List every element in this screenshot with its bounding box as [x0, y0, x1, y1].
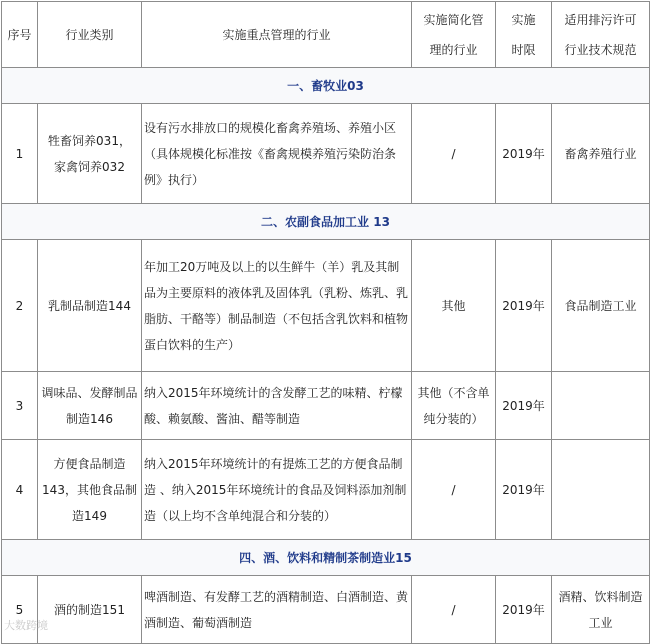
- row-seq: 5: [2, 576, 38, 644]
- row-key-management: 啤酒制造、有发酵工艺的酒精制造、白酒制造、黄酒制造、葡萄酒制造: [142, 576, 412, 644]
- row-category: 调味品、发酵制品制造146: [38, 372, 142, 440]
- row-category: 乳制品制造144: [38, 240, 142, 372]
- header-key-management: 实施重点管理的行业: [142, 2, 412, 68]
- row-simplified-management: /: [412, 440, 496, 540]
- industry-table: [1, 1, 650, 644]
- row-technical-spec: 畜禽养殖行业: [552, 104, 650, 204]
- row-deadline: 2019年: [496, 372, 552, 440]
- header-simplified-management: 实施简化管理的行业: [412, 2, 496, 68]
- section-row: [2, 68, 650, 104]
- row-simplified-management: /: [412, 104, 496, 204]
- row-seq: 4: [2, 440, 38, 540]
- row-simplified-management: 其他: [412, 240, 496, 372]
- row-simplified-management: /: [412, 576, 496, 644]
- table-row: [2, 372, 650, 440]
- row-technical-spec: 酒精、饮料制造工业: [552, 576, 650, 644]
- row-key-management: 年加工20万吨及以上的以生鲜牛（羊）乳及其制品为主要原料的液体乳及固体乳（乳粉、炼乳、乳脂肪、干酪等）制品制造（不包括含乳饮料和植物蛋白饮料的生产）: [142, 240, 412, 372]
- row-category: 酒的制造151: [38, 576, 142, 644]
- table-row: [2, 240, 650, 372]
- section-title: 四、酒、饮料和精制茶制造业15: [2, 540, 650, 576]
- watermark: 大数跨境: [4, 619, 48, 632]
- row-deadline: 2019年: [496, 104, 552, 204]
- row-technical-spec: [552, 372, 650, 440]
- row-deadline: 2019年: [496, 576, 552, 644]
- header-technical-spec: 适用排污许可行业技术规范: [552, 2, 650, 68]
- table-row: [2, 104, 650, 204]
- section-title: 二、农副食品加工业 13: [2, 204, 650, 240]
- table-row: [2, 576, 650, 644]
- table-row: [2, 440, 650, 540]
- header-category: 行业类别: [38, 2, 142, 68]
- row-deadline: 2019年: [496, 440, 552, 540]
- section-title: 一、畜牧业03: [2, 68, 650, 104]
- row-category: 方便食品制造143，其他食品制造149: [38, 440, 142, 540]
- row-technical-spec: 食品制造工业: [552, 240, 650, 372]
- row-deadline: 2019年: [496, 240, 552, 372]
- row-simplified-management: 其他（不含单纯分装的）: [412, 372, 496, 440]
- row-key-management: 设有污水排放口的规模化畜禽养殖场、养殖小区（具体规模化标准按《畜禽规模养殖污染防治条例》执行）: [142, 104, 412, 204]
- row-seq: 3: [2, 372, 38, 440]
- section-row: [2, 540, 650, 576]
- row-key-management: 纳入2015年环境统计的有提炼工艺的方便食品制造 、纳入2015年环境统计的食品及饲料添加剂制造（以上均不含单纯混合和分装的）: [142, 440, 412, 540]
- row-seq: 2: [2, 240, 38, 372]
- header-deadline: 实施时限: [496, 2, 552, 68]
- row-technical-spec: [552, 440, 650, 540]
- header-seq: 序号: [2, 2, 38, 68]
- row-category: 牲畜饲养031，家禽饲养032: [38, 104, 142, 204]
- header-row: [2, 2, 650, 68]
- section-row: [2, 204, 650, 240]
- row-seq: 1: [2, 104, 38, 204]
- row-key-management: 纳入2015年环境统计的含发酵工艺的味精、柠檬酸、赖氨酸、酱油、醋等制造: [142, 372, 412, 440]
